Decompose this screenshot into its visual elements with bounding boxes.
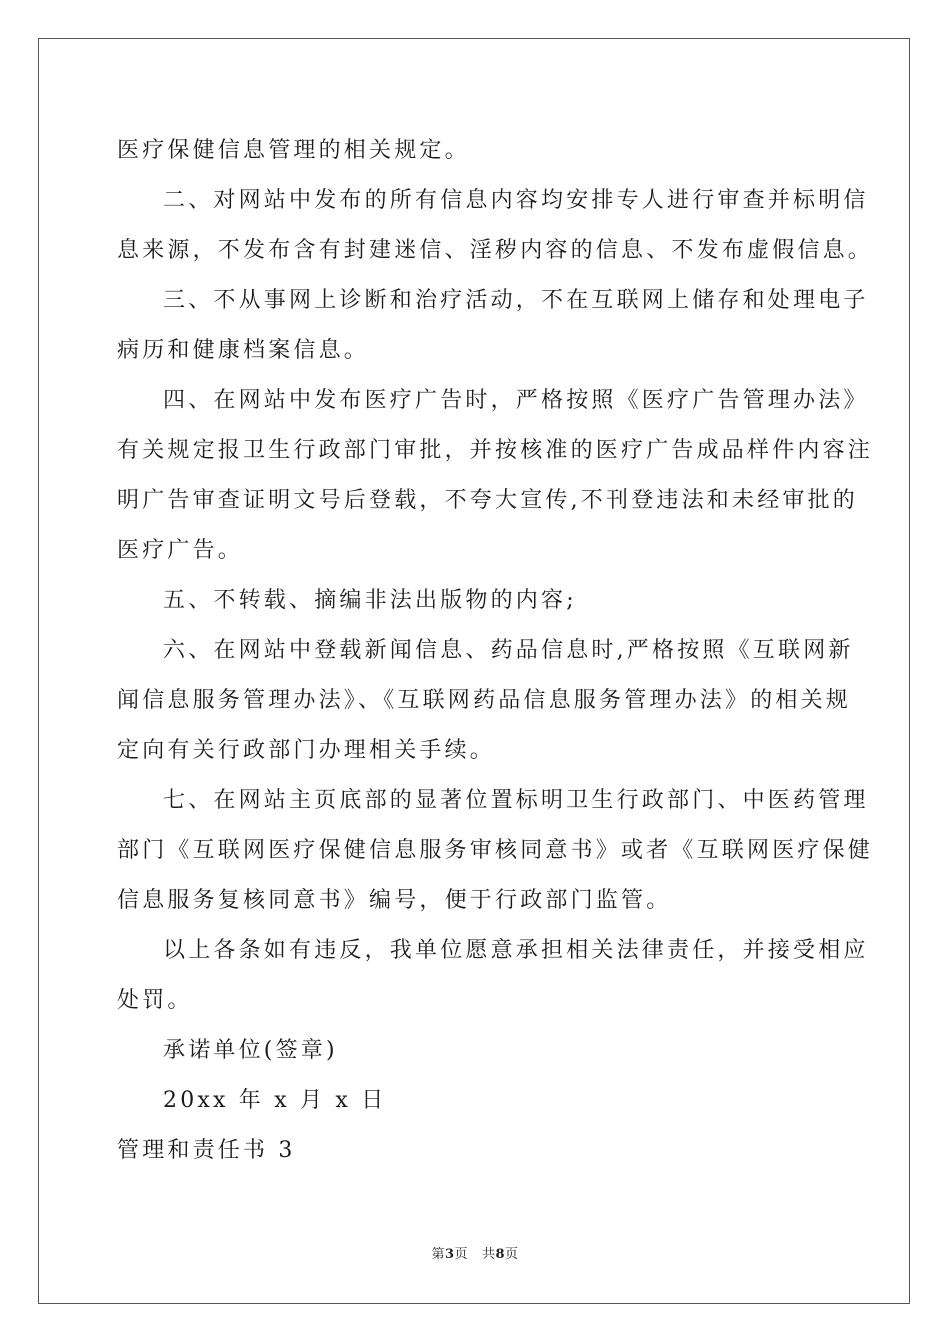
section-heading: 管理和责任书 3 [117, 1138, 296, 1163]
page-footer [0, 1247, 950, 1263]
total-prefix: 共 [481, 1247, 496, 1262]
text-line: 以上各条如有违反，我单位愿意承担相关法律责任，并接受相应 [163, 938, 869, 963]
text-line: 七、在网站主页底部的显著位置标明卫生行政部门、中医药管理 [163, 788, 869, 813]
total-suffix: 页 [505, 1247, 519, 1262]
text-line: 五、不转载、摘编非法出版物的内容; [163, 588, 577, 613]
text-line: 处罚。 [117, 988, 193, 1013]
text-line: 信息服务复核同意书》编号，便于行政部门监管。 [117, 888, 672, 913]
text-line: 四、在网站中发布医疗广告时，严格按照《医疗广告管理办法》 [163, 388, 869, 413]
text-line: 息来源，不发布含有封建迷信、淫秽内容的信息、不发布虚假信息。 [117, 238, 874, 263]
text-line: 医疗保健信息管理的相关规定。 [117, 138, 470, 163]
text-line: 病历和健康档案信息。 [117, 338, 370, 363]
page-current: 3 [444, 1247, 455, 1262]
text-line: 三、不从事网上诊断和治疗活动，不在互联网上储存和处理电子 [163, 288, 869, 313]
text-line: 六、在网站中登载新闻信息、药品信息时,严格按照《互联网新 [163, 638, 854, 663]
total-pages: 8 [495, 1247, 506, 1262]
signature-date: 20xx 年 x 月 x 日 [163, 1088, 387, 1113]
signature-unit-label: 承诺单位(签章) [163, 1038, 338, 1063]
text-line: 定向有关行政部门办理相关手续。 [117, 738, 496, 763]
text-line: 明广告审查证明文号后登载，不夸大宣传,不刊登违法和未经审批的 [117, 488, 858, 513]
text-line: 闻信息服务管理办法》、《互联网药品信息服务管理办法》的相关规 [117, 688, 852, 713]
text-line: 部门《互联网医疗保健信息服务审核同意书》或者《互联网医疗保健 [117, 838, 874, 863]
page-suffix: 页 [454, 1247, 469, 1262]
text-line: 医疗广告。 [117, 538, 244, 563]
text-line: 二、对网站中发布的所有信息内容均安排专人进行审查并标明信 [163, 188, 869, 213]
text-line: 有关规定报卫生行政部门审批，并按核准的医疗广告成品样件内容注 [117, 438, 874, 463]
page-prefix: 第 [431, 1247, 445, 1262]
